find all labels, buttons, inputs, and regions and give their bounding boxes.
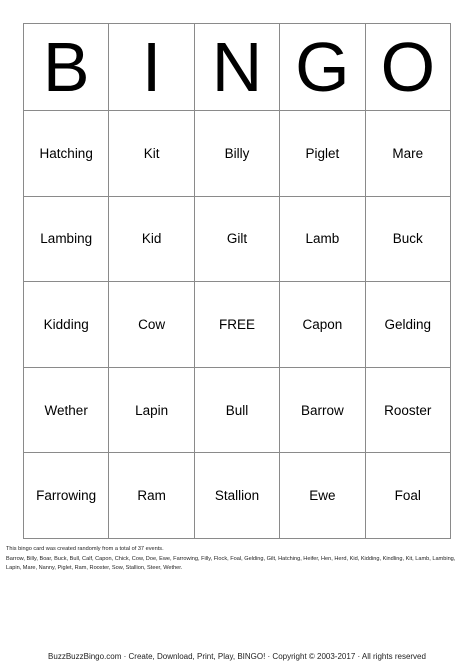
bingo-cell: Gelding: [366, 282, 451, 368]
bingo-cell: Kid: [109, 197, 194, 283]
header-letter-o: O: [366, 24, 451, 111]
header-letter-g: G: [280, 24, 365, 111]
bingo-card: [23, 23, 451, 539]
site-footer: BuzzBuzzBingo.com · Create, Download, Print, Play, BINGO! · Copyright © 2003-2017 · All rights reserved: [48, 652, 426, 661]
footnote-event-list: Barrow, Billy, Boar, Buck, Bull, Calf, Capon, Chick, Cow, Doe, Ewe, Farrowing, Filly, Flock, Foal, Gelding, Gilt, Hatching, Heifer, Hen, Herd, Kid, Kidding, Kindling, Kit, Lamb, Lambing, Lapin, Mare, Nanny, Piglet, Ram, Rooster, Sow, Stallion, Steer, Wether.: [6, 555, 456, 571]
bingo-cell: Hatching: [24, 111, 109, 197]
bingo-cell: Rooster: [366, 368, 451, 454]
bingo-cell: Piglet: [280, 111, 365, 197]
header-letter-b: B: [24, 24, 109, 111]
bingo-cell: Mare: [366, 111, 451, 197]
bingo-cell: Billy: [195, 111, 280, 197]
bingo-cell: Lambing: [24, 197, 109, 283]
footnote-summary: This bingo card was created randomly from a total of 37 events.: [6, 546, 164, 552]
bingo-cell: Foal: [366, 453, 451, 539]
bingo-cell: Capon: [280, 282, 365, 368]
bingo-cell: Bull: [195, 368, 280, 454]
free-space-cell: FREE: [195, 282, 280, 368]
bingo-cell: Stallion: [195, 453, 280, 539]
header-letter-n: N: [195, 24, 280, 111]
bingo-cell: Farrowing: [24, 453, 109, 539]
card-footnote: [6, 545, 468, 574]
bingo-cell: Cow: [109, 282, 194, 368]
bingo-cell: Gilt: [195, 197, 280, 283]
bingo-cell: Kidding: [24, 282, 109, 368]
bingo-cell: Lamb: [280, 197, 365, 283]
bingo-cell: Barrow: [280, 368, 365, 454]
bingo-cell: Lapin: [109, 368, 194, 454]
bingo-cell: Ewe: [280, 453, 365, 539]
header-letter-i: I: [109, 24, 194, 111]
bingo-cell: Buck: [366, 197, 451, 283]
bingo-cell: Ram: [109, 453, 194, 539]
bingo-cell: Kit: [109, 111, 194, 197]
bingo-cell: Wether: [24, 368, 109, 454]
